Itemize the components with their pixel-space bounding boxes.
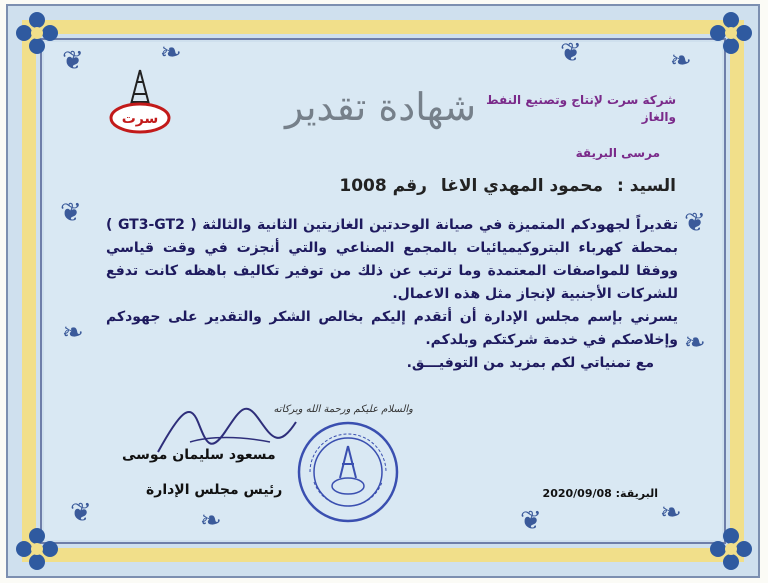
leaf-ornament-icon: ❦ [684,208,706,238]
leaf-ornament-icon: ❧ [660,498,682,528]
signer-name: مسعود سليمان موسى [122,447,276,463]
corner-flower-icon [708,526,754,572]
body-paragraph: تقديراً لجهودكم المتميزة في صيانة الوحدتين الغازيتين الثانية والثالثة ( GT3-GT2 ) بمحطة كهرباء البتروكيميائيات بالمجمع الصناعي والتي أنجزت في وقت قياسي ووفقا للمواصفات المعتمدة وما ترتب عن ذلك من توفير تكاليف باهظه كانت تدفع للشركات الأجنبية لإنجاز مثل هذه الاعمال. [106,217,678,302]
recipient-prefix: السيد : [617,176,676,196]
leaf-ornament-icon: ❦ [62,46,84,76]
signer-title: رئيس مجلس الإدارة [146,482,283,498]
body-paragraph: مع تمنياتي لكم بمزيد من التوفيـــق. [406,355,654,371]
leaf-ornament-icon: ❦ [60,198,82,228]
leaf-ornament-icon: ❦ [520,506,542,536]
recipient-line [325,176,676,196]
leaf-ornament-icon: ❧ [200,506,222,536]
official-stamp [296,420,400,524]
issue-date: البريقة: 2020/09/08 [542,487,658,500]
recipient-name: محمود المهدي الاغا [440,176,603,196]
corner-flower-icon [14,10,60,56]
leaf-ornament-icon: ❧ [684,328,706,358]
certificate-title: شهادة تقدير [285,85,477,129]
corner-flower-icon [708,10,754,56]
recipient-number: رقم 1008 [339,176,427,196]
leaf-ornament-icon: ❦ [560,38,582,68]
corner-flower-icon [14,526,60,572]
body-paragraph: يسرني بإسم مجلس الإدارة أن أتقدم إليكم بخالص الشكر والتقدير على جهودكم وإخلاصكم في خدمة شركتكم وبلدكم. [106,309,678,348]
closing-greeting: والسلام عليكم ورحمة الله وبركاته [273,404,413,415]
company-name: شركة سرت لإنتاج وتصنيع النفط والغاز [486,93,676,124]
company-logo [108,66,172,136]
leaf-ornament-icon: ❦ [70,498,92,528]
svg-text:سرت: سرت [121,111,159,127]
company-location: مرسى البريقة [575,146,660,160]
leaf-ornament-icon: ❧ [62,318,84,348]
certificate-body [106,214,678,375]
leaf-ornament-icon: ❧ [160,38,182,68]
leaf-ornament-icon: ❧ [670,46,692,76]
